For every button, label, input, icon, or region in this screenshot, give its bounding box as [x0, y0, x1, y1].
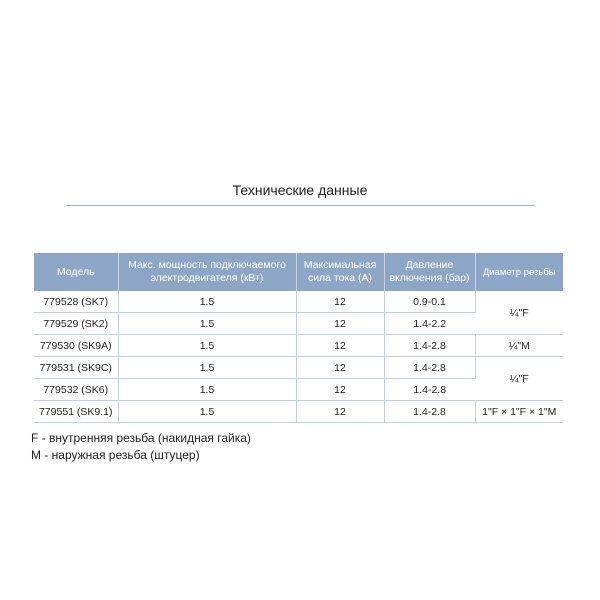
table-row [34, 401, 563, 423]
table-row [34, 291, 563, 313]
note-internal-thread: F - внутренняя резьба (накидная гайка) [31, 431, 251, 445]
cell-thread: ¼"F [475, 357, 563, 401]
cell-thread: 1"F × 1"F × 1"M [475, 401, 563, 423]
cell-power: 1.5 [118, 291, 296, 313]
cell-current: 12 [296, 291, 384, 313]
table-row [34, 335, 563, 357]
cell-model: 779529 (SK2) [34, 313, 118, 335]
page-title: Технические данные [232, 182, 368, 198]
cell-model: 779532 (SK6) [34, 379, 118, 401]
cell-pressure: 1.4-2.8 [384, 401, 475, 423]
cell-current: 12 [296, 357, 384, 379]
header-thread: Диаметр резьбы [475, 253, 563, 291]
cell-pressure: 1.4-2.8 [384, 335, 475, 357]
header-model: Модель [34, 253, 118, 291]
cell-power: 1.5 [118, 313, 296, 335]
header-current: Максимальная сила тока (А) [296, 253, 384, 291]
cell-power: 1.5 [118, 357, 296, 379]
cell-pressure: 1.4-2.8 [384, 357, 475, 379]
title-divider [66, 205, 535, 206]
specs-table [34, 253, 563, 423]
cell-model: 779531 (SK9C) [34, 357, 118, 379]
table-row [34, 357, 563, 379]
cell-model: 779551 (SK9.1) [34, 401, 118, 423]
note-external-thread: M - наружная резьба (штуцер) [31, 448, 200, 462]
cell-power: 1.5 [118, 401, 296, 423]
header-pressure: Давление включения (бар) [384, 253, 475, 291]
cell-model: 779530 (SK9A) [34, 335, 118, 357]
thread-legend [31, 430, 251, 464]
cell-model: 779528 (SK7) [34, 291, 118, 313]
cell-thread: ¼"F [475, 291, 563, 335]
cell-current: 12 [296, 401, 384, 423]
cell-current: 12 [296, 313, 384, 335]
cell-current: 12 [296, 335, 384, 357]
cell-power: 1.5 [118, 379, 296, 401]
cell-pressure: 1.4-2.2 [384, 313, 475, 335]
cell-pressure: 1.4-2.8 [384, 379, 475, 401]
cell-thread: ¼"M [475, 335, 563, 357]
cell-power: 1.5 [118, 335, 296, 357]
header-power: Макс. мощность подключаемого электродвигателя (кВт) [118, 253, 296, 291]
cell-pressure: 0.9-0.1 [384, 291, 475, 313]
table-header-row [34, 253, 563, 291]
cell-current: 12 [296, 379, 384, 401]
